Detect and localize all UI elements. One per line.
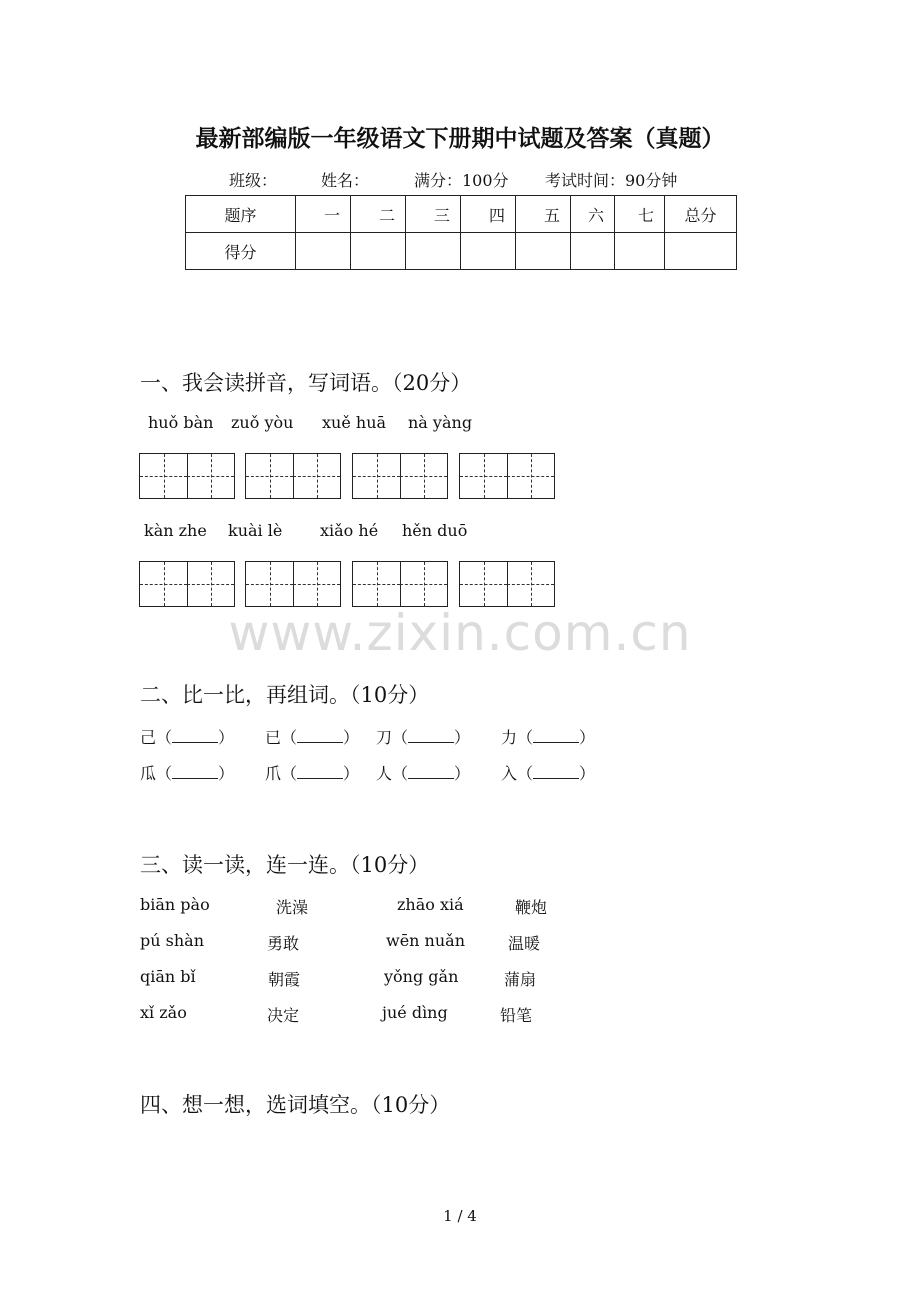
match-word[interactable]: 铅笔 bbox=[500, 1006, 533, 1025]
match-pinyin[interactable]: wēn nuǎn bbox=[386, 931, 466, 950]
section-1-title: 一、我会读拼音，写词语。（20分） bbox=[140, 371, 472, 395]
compare-item: 人（ ） bbox=[376, 764, 471, 783]
score-cell bbox=[665, 233, 737, 270]
pinyin-prompt: xiǎo hé bbox=[320, 521, 379, 540]
table-header-cell: 三 bbox=[406, 196, 461, 233]
table-header-cell: 总分 bbox=[665, 196, 737, 233]
match-word[interactable]: 朝霞 bbox=[268, 970, 301, 989]
exam-time-label: 考试时间：90分钟 bbox=[545, 171, 678, 190]
match-word[interactable]: 蒲扇 bbox=[504, 970, 537, 989]
compare-item: 刀（ ） bbox=[376, 728, 471, 747]
answer-blank[interactable] bbox=[172, 728, 218, 743]
match-word[interactable]: 勇敢 bbox=[267, 934, 300, 953]
pinyin-prompt: zuǒ yòu bbox=[231, 413, 294, 432]
answer-blank[interactable] bbox=[408, 764, 454, 779]
writing-box[interactable] bbox=[352, 453, 448, 499]
score-table-score-row bbox=[186, 233, 737, 270]
compare-item: 力（ ） bbox=[501, 728, 596, 747]
score-cell bbox=[406, 233, 461, 270]
match-pinyin[interactable]: biān pào bbox=[140, 895, 210, 914]
match-pinyin[interactable]: jué dìng bbox=[382, 1003, 448, 1022]
table-header-cell: 一 bbox=[296, 196, 351, 233]
compare-item: 己（ ） bbox=[140, 728, 235, 747]
pinyin-prompt: xuě huā bbox=[322, 413, 387, 432]
match-word[interactable]: 鞭炮 bbox=[515, 898, 548, 917]
compare-item: 瓜（ ） bbox=[140, 764, 235, 783]
match-pinyin[interactable]: pú shàn bbox=[140, 931, 204, 950]
table-row-label: 得分 bbox=[186, 233, 296, 270]
section-4-title: 四、想一想，选词填空。（10分） bbox=[140, 1093, 451, 1117]
compare-item: 爪（ ） bbox=[265, 764, 360, 783]
score-cell bbox=[615, 233, 665, 270]
section-3-title: 三、读一读，连一连。（10分） bbox=[140, 853, 430, 877]
score-cell bbox=[571, 233, 615, 270]
match-word[interactable]: 决定 bbox=[267, 1006, 300, 1025]
score-cell bbox=[296, 233, 351, 270]
answer-blank[interactable] bbox=[297, 728, 343, 743]
compare-item: 已（ ） bbox=[265, 728, 360, 747]
page-number: 1 / 4 bbox=[443, 1207, 477, 1225]
section-2-title: 二、比一比，再组词。（10分） bbox=[140, 683, 430, 707]
answer-blank[interactable] bbox=[297, 764, 343, 779]
match-word[interactable]: 洗澡 bbox=[276, 898, 309, 917]
name-label: 姓名： bbox=[321, 171, 370, 190]
writing-box[interactable] bbox=[459, 561, 555, 607]
answer-blank[interactable] bbox=[172, 764, 218, 779]
match-pinyin[interactable]: zhāo xiá bbox=[397, 895, 464, 914]
table-header-cell: 题序 bbox=[186, 196, 296, 233]
full-score-label: 满分：100分 bbox=[414, 171, 509, 190]
answer-blank[interactable] bbox=[533, 764, 579, 779]
match-pinyin[interactable]: yǒng gǎn bbox=[384, 967, 459, 986]
writing-box[interactable] bbox=[139, 561, 235, 607]
pinyin-prompt: kuài lè bbox=[228, 521, 283, 540]
writing-box[interactable] bbox=[245, 453, 341, 499]
pinyin-prompt: kàn zhe bbox=[144, 521, 207, 540]
score-table bbox=[185, 195, 737, 270]
answer-blank[interactable] bbox=[533, 728, 579, 743]
score-cell bbox=[461, 233, 516, 270]
writing-grid-row-1 bbox=[0, 453, 920, 499]
match-pinyin[interactable]: xǐ zǎo bbox=[140, 1003, 187, 1022]
writing-box[interactable] bbox=[459, 453, 555, 499]
score-cell bbox=[351, 233, 406, 270]
table-header-cell: 六 bbox=[571, 196, 615, 233]
writing-box[interactable] bbox=[139, 453, 235, 499]
table-header-cell: 五 bbox=[516, 196, 571, 233]
watermark: www.zixin.com.cn bbox=[228, 604, 692, 662]
writing-box[interactable] bbox=[352, 561, 448, 607]
score-table-header-row bbox=[186, 196, 737, 233]
match-word[interactable]: 温暖 bbox=[508, 934, 541, 953]
table-header-cell: 七 bbox=[615, 196, 665, 233]
answer-blank[interactable] bbox=[408, 728, 454, 743]
pinyin-prompt: hěn duō bbox=[402, 521, 468, 540]
compare-item: 入（ ） bbox=[501, 764, 596, 783]
document-title: 最新部编版一年级语文下册期中试题及答案（真题） bbox=[195, 125, 725, 152]
writing-grid-row-2 bbox=[0, 561, 920, 607]
class-label: 班级： bbox=[229, 171, 278, 190]
score-cell bbox=[516, 233, 571, 270]
writing-box[interactable] bbox=[245, 561, 341, 607]
table-header-cell: 四 bbox=[461, 196, 516, 233]
table-header-cell: 二 bbox=[351, 196, 406, 233]
pinyin-prompt: nà yàng bbox=[408, 413, 473, 432]
pinyin-prompt: huǒ bàn bbox=[148, 413, 214, 432]
match-pinyin[interactable]: qiān bǐ bbox=[140, 967, 196, 986]
